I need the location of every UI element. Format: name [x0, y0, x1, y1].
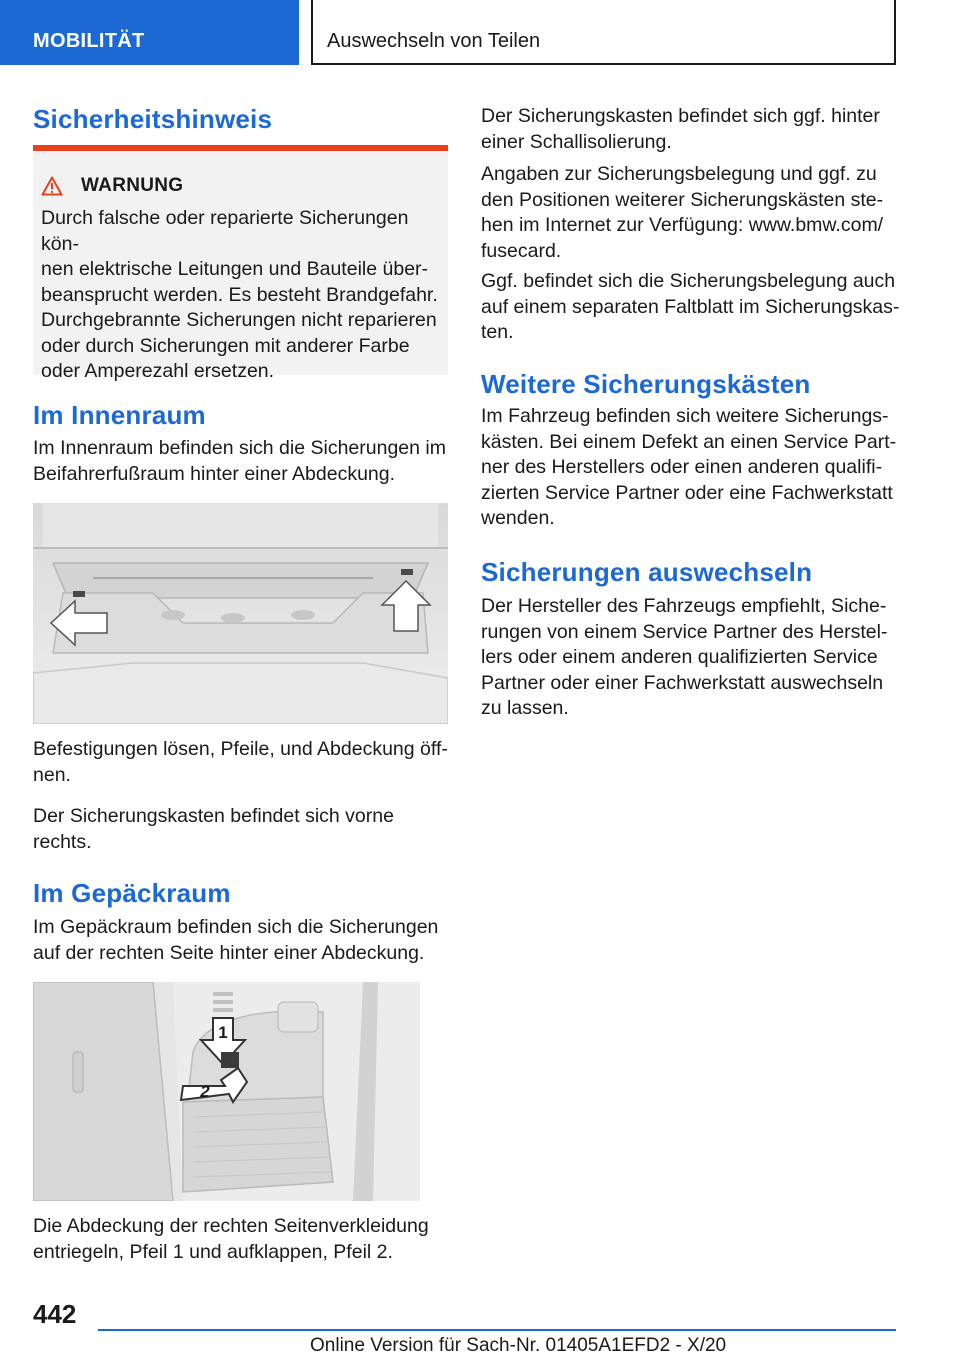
text-line: auf der rechten Seite hinter einer Abdeckung. [33, 941, 425, 964]
further-fuse-boxes-text [481, 404, 901, 532]
warning-text [41, 206, 446, 385]
text-line: wenden. [481, 507, 555, 529]
trunk-figure [33, 982, 420, 1201]
right-paragraph-1 [481, 104, 901, 155]
text-line: Der Sicherungskasten befindet sich vorne [33, 805, 394, 827]
arrow-2-label: 2 [200, 1082, 210, 1101]
right-paragraph-3 [481, 269, 901, 346]
section-title: Auswechseln von Teilen [327, 30, 541, 52]
warning-line: beansprucht werden. Es besteht Brandgefahr. [41, 283, 438, 306]
text-line: einer Schallisolierung. [481, 130, 672, 153]
text-line: Im Fahrzeug befinden sich weitere Sicherungs- [481, 405, 889, 427]
warning-box [33, 145, 448, 382]
text-line: Im Gepäckraum befinden sich die Sicherungen [33, 916, 439, 938]
interior-heading: Im Innenraum [33, 400, 206, 430]
trunk-step-1 [33, 1214, 453, 1265]
text-line: ner des Herstellers oder einen anderen qualifi- [481, 456, 883, 478]
warning-line: oder Amperezahl ersetzen. [41, 360, 275, 382]
text-line: hen im Internet zur Verfügung: www.bmw.com/ [481, 214, 884, 236]
text-line: Der Sicherungskasten befindet sich ggf. hinter [481, 105, 880, 127]
text-line: Partner oder einer Fachwerkstatt auswechseln [481, 671, 884, 694]
warning-line: nen elektrische Leitungen und Bauteile über- [41, 258, 429, 280]
arrow-1-label: 1 [218, 1023, 228, 1042]
text-line: zierten Service Partner oder eine Fachwerkstatt [481, 481, 893, 504]
trunk-heading: Im Gepäckraum [33, 878, 231, 908]
text-line: nen. [33, 763, 71, 786]
text-line: Im Innenraum befinden sich die Sicherungen im [33, 437, 446, 459]
replace-fuses-heading: Sicherungen auswechseln [481, 557, 813, 587]
further-fuse-boxes-heading: Weitere Sicherungskästen [481, 369, 811, 399]
text-line: zu lassen. [481, 697, 569, 719]
text-line: lers oder einem anderen qualifizierten Service [481, 646, 878, 668]
safety-heading: Sicherheitshinweis [33, 104, 273, 134]
text-line: rechts. [33, 830, 92, 853]
text-line: Die Abdeckung der rechten Seitenverkleidung [33, 1215, 429, 1237]
text-line: Ggf. befindet sich die Sicherungsbelegung auch [481, 270, 896, 292]
warning-header [41, 175, 183, 197]
text-line: Beifahrerfußraum hinter einer Abdeckung. [33, 462, 396, 485]
trunk-intro [33, 915, 453, 966]
replace-fuses-text [481, 594, 901, 722]
text-line: Der Hersteller des Fahrzeugs empfiehlt, Siche- [481, 595, 887, 617]
right-paragraph-2 [481, 162, 901, 264]
chapter-tab [0, 0, 299, 65]
online-version-note: Online Version für Sach-Nr. 01405A1EFD2 - X/20 [310, 1335, 727, 1356]
warning-line: Durchgebrannte Sicherungen nicht reparieren [41, 309, 437, 331]
text-line: Befestigungen lösen, Pfeile, und Abdeckung öff- [33, 738, 448, 760]
text-line: auf einem separaten Faltblatt im Sicherungskas- [481, 295, 900, 318]
footer-divider [98, 1329, 896, 1331]
interior-step-1 [33, 737, 453, 788]
chapter-title: MOBILITÄT [33, 30, 145, 52]
text-line: Angaben zur Sicherungsbelegung und ggf. zu [481, 163, 877, 185]
warning-line: Durch falsche oder reparierte Sicherungen kön- [41, 207, 409, 255]
text-line: rungen von einem Service Partner des Herstel- [481, 620, 888, 643]
text-line: ten. [481, 321, 514, 343]
text-line: den Positionen weiterer Sicherungskästen ste- [481, 188, 884, 211]
text-line: fusecard. [481, 239, 562, 262]
footwell-figure [33, 503, 448, 724]
page-number: 442 [33, 1299, 77, 1329]
section-header [311, 0, 896, 65]
text-line: entriegeln, Pfeil 1 und aufklappen, Pfeil 2. [33, 1240, 393, 1263]
interior-intro [33, 436, 453, 487]
warning-label: WARNUNG [81, 175, 184, 196]
warning-triangle-icon [41, 176, 63, 196]
warning-line: oder durch Sicherungen mit anderer Farbe [41, 334, 410, 357]
text-line: kästen. Bei einem Defekt an einen Service Part- [481, 430, 897, 453]
interior-step-2 [33, 804, 453, 855]
